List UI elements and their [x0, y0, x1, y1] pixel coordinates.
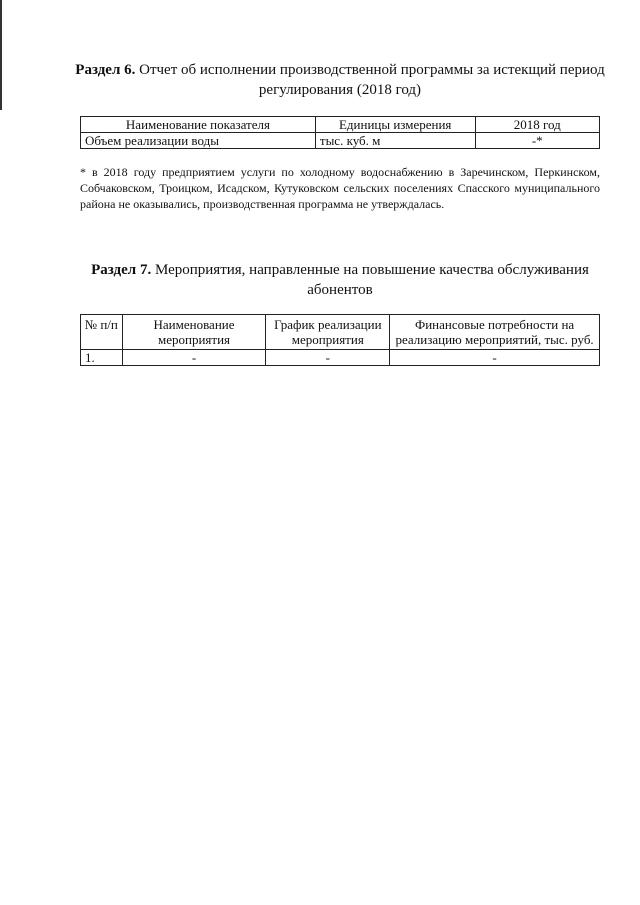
production-program-report-table — [80, 116, 600, 149]
table-cell: - — [122, 350, 266, 366]
column-header: Финансовые потребности на реализацию мероприятий, тыс. руб. — [390, 315, 600, 350]
table-cell: - — [390, 350, 600, 366]
table-row — [81, 350, 600, 366]
section-6-label: Раздел 6. — [75, 62, 136, 78]
column-header: Единицы измерения — [315, 117, 475, 133]
table-cell: -* — [475, 133, 600, 149]
column-header: № п/п — [81, 315, 123, 350]
table-cell: 1. — [81, 350, 123, 366]
column-header: 2018 год — [475, 117, 600, 133]
table-cell: Объем реализации воды — [81, 133, 316, 149]
table-row — [81, 133, 600, 149]
scan-edge-mark — [0, 0, 2, 110]
table-header-row — [81, 315, 600, 350]
section-7-label: Раздел 7. — [91, 262, 152, 278]
section-7-title: Мероприятия, направленные на повышение качества обслуживания абонентов — [154, 262, 589, 298]
table-cell: - — [266, 350, 390, 366]
table-cell: тыс. куб. м — [315, 133, 475, 149]
service-quality-measures-table — [80, 314, 600, 366]
section-7-heading — [60, 260, 620, 300]
column-header: График реализации мероприятия — [266, 315, 390, 350]
column-header: Наименование показателя — [81, 117, 316, 133]
table-header-row — [81, 117, 600, 133]
section-6-heading — [60, 60, 620, 100]
section-6-title: Отчет об исполнении производственной программы за истекщий период регулирования (2018 год) — [139, 62, 605, 98]
footnote: * в 2018 году предприятием услуги по холодному водоснабжению в Заречинском, Перкинском, Собчаковском, Троицком, Исадском, Кутуковском сельских поселениях Спасского муниципального района не оказывались, производственная программа не утверждалась. — [80, 165, 600, 211]
column-header: Наименование мероприятия — [122, 315, 266, 350]
